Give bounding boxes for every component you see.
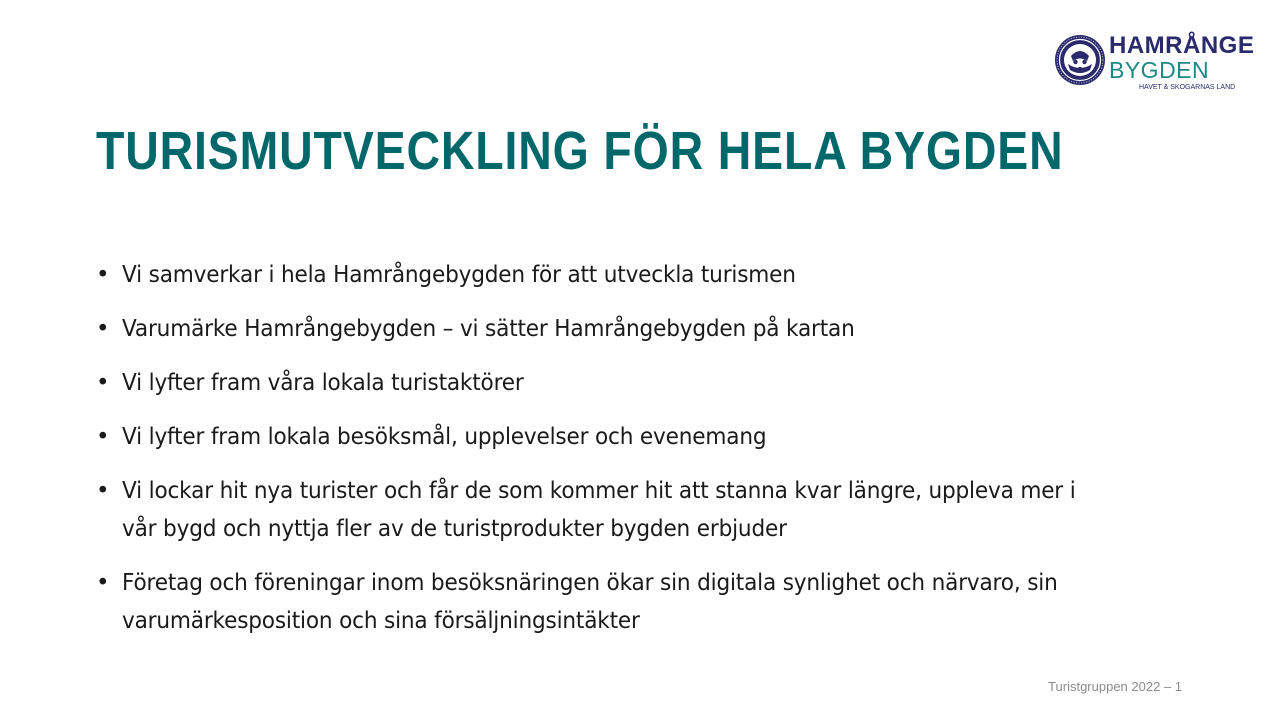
slide-title: TURISMUTVECKLING FÖR HELA BYGDEN — [96, 121, 1064, 181]
bullet-item — [96, 310, 1156, 348]
bullet-item — [96, 256, 1156, 294]
bullet-item — [96, 472, 1156, 548]
bullet-text: Vi lyfter fram våra lokala turistaktörer — [122, 370, 524, 396]
bullet-dot-icon: • — [96, 262, 110, 288]
bullet-dot-icon: • — [96, 478, 110, 504]
hamrange-bygden-logo — [1054, 33, 1254, 93]
logo-tagline: HAVET & SKOGARNAS LAND — [1139, 84, 1236, 91]
bullet-dot-icon: • — [96, 316, 110, 342]
bullet-text: Vi samverkar i hela Hamrångebygden för att utveckla turismen — [122, 262, 796, 288]
logo-line-1: HAMRÅNGE — [1109, 32, 1255, 59]
bullet-item — [96, 364, 1156, 402]
municipal-seal-icon — [1054, 34, 1106, 86]
bullet-text: Vi lockar hit nya turister och får de som kommer hit att stanna kvar längre, uppleva mer i vår bygd och nyttja fler av de turistprodukter bygden erbjuder — [122, 478, 1076, 542]
bullet-text: Företag och föreningar inom besöksnäringen ökar sin digitala synlighet och närvaro, sin varumärkesposition och sina försäljningsintäkter — [122, 570, 1058, 634]
bullet-dot-icon: • — [96, 570, 110, 596]
bullet-text: Vi lyfter fram lokala besöksmål, upplevelser och evenemang — [122, 424, 767, 450]
bullet-dot-icon: • — [96, 370, 110, 396]
slide-footer: Turistgruppen 2022 – 1 — [1048, 679, 1182, 694]
bullet-item — [96, 418, 1156, 456]
bullet-list — [96, 256, 1156, 656]
bullet-dot-icon: • — [96, 424, 110, 450]
bullet-item — [96, 564, 1156, 640]
bullet-text: Varumärke Hamrångebygden – vi sätter Hamrångebygden på kartan — [122, 316, 855, 342]
logo-line-2: BYGDEN — [1109, 57, 1210, 83]
